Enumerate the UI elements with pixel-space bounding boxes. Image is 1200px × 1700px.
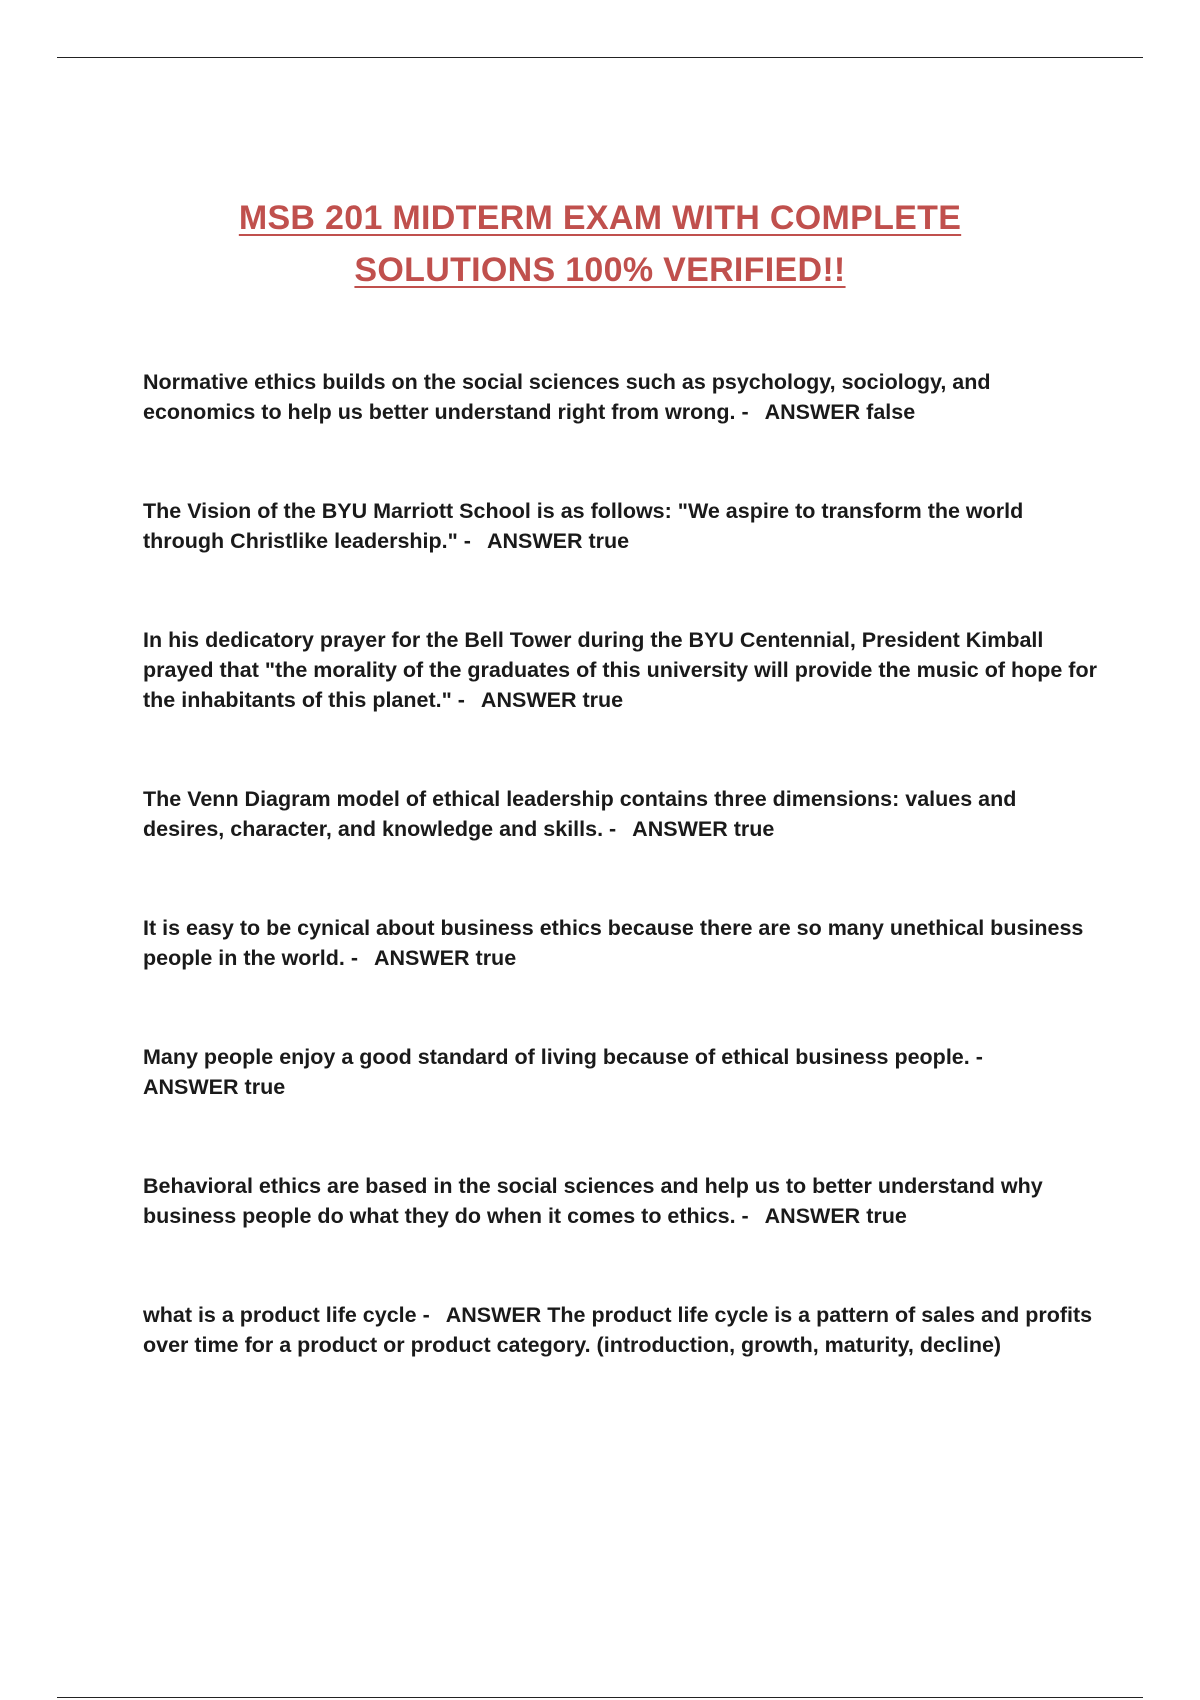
answer-text: true	[588, 529, 630, 553]
separator: -	[451, 688, 471, 712]
question-text: The Venn Diagram model of ethical leadership contains three dimensions: values and desires, character, and knowledge and skills.	[143, 787, 1017, 841]
separator: -	[416, 1303, 436, 1327]
answer-text: true	[244, 1075, 286, 1099]
title-line-2: SOLUTIONS 100% VERIFIED!!	[354, 251, 846, 289]
top-rule	[57, 57, 1143, 58]
answer-label: ANSWER	[143, 1075, 239, 1099]
answer-label: ANSWER	[486, 529, 583, 553]
qa-item	[143, 367, 1103, 427]
answer-label: ANSWER	[632, 817, 728, 841]
answer-text: The product life cycle is a pattern of sales and profits over time for a product or product category. (introduction, growth, maturity, decline)	[143, 1303, 1093, 1357]
separator: -	[969, 1045, 989, 1069]
answer-label: ANSWER	[445, 1303, 542, 1327]
qa-list	[143, 367, 1103, 1429]
qa-item	[143, 625, 1103, 715]
answer-text: true	[733, 817, 775, 841]
qa-item	[143, 784, 1103, 844]
answer-text: true	[582, 688, 624, 712]
question-text: Behavioral ethics are based in the social sciences and help us to better understand why business people do what they do when it comes to ethics.	[143, 1174, 1043, 1228]
question-text: It is easy to be cynical about business ethics because there are so many unethical business people in the world.	[143, 916, 1084, 970]
answer-label: ANSWER	[373, 946, 470, 970]
question-text: In his dedicatory prayer for the Bell Tower during the BYU Centennial, President Kimball prayed that "the morality of the graduates of this university will provide the music of hope for the inhabitants of this planet."	[143, 628, 1097, 712]
qa-item	[143, 496, 1103, 556]
question-text: Normative ethics builds on the social sciences such as psychology, sociology, and economics to help us better understand right from wrong.	[143, 370, 991, 424]
question-text: Many people enjoy a good standard of living because of ethical business people.	[143, 1045, 970, 1069]
qa-item	[143, 1042, 1103, 1102]
qa-item	[143, 913, 1103, 973]
answer-label: ANSWER	[764, 1204, 861, 1228]
separator: -	[735, 1204, 755, 1228]
separator: -	[735, 400, 755, 424]
qa-item	[143, 1300, 1103, 1360]
question-text: what is a product life cycle	[143, 1303, 417, 1327]
question-text: The Vision of the BYU Marriott School is as follows: "We aspire to transform the world through Christlike leadership."	[143, 499, 1024, 553]
separator: -	[344, 946, 364, 970]
document-title	[0, 192, 1200, 296]
answer-label: ANSWER	[480, 688, 577, 712]
answer-text: true	[866, 1204, 907, 1228]
separator: -	[457, 529, 477, 553]
title-line-1: MSB 201 MIDTERM EXAM WITH COMPLETE	[238, 199, 962, 237]
answer-label: ANSWER	[764, 400, 861, 424]
qa-item	[143, 1171, 1103, 1231]
bottom-rule	[57, 1697, 1143, 1698]
separator: -	[603, 817, 623, 841]
answer-text: false	[866, 400, 916, 424]
answer-text: true	[475, 946, 517, 970]
